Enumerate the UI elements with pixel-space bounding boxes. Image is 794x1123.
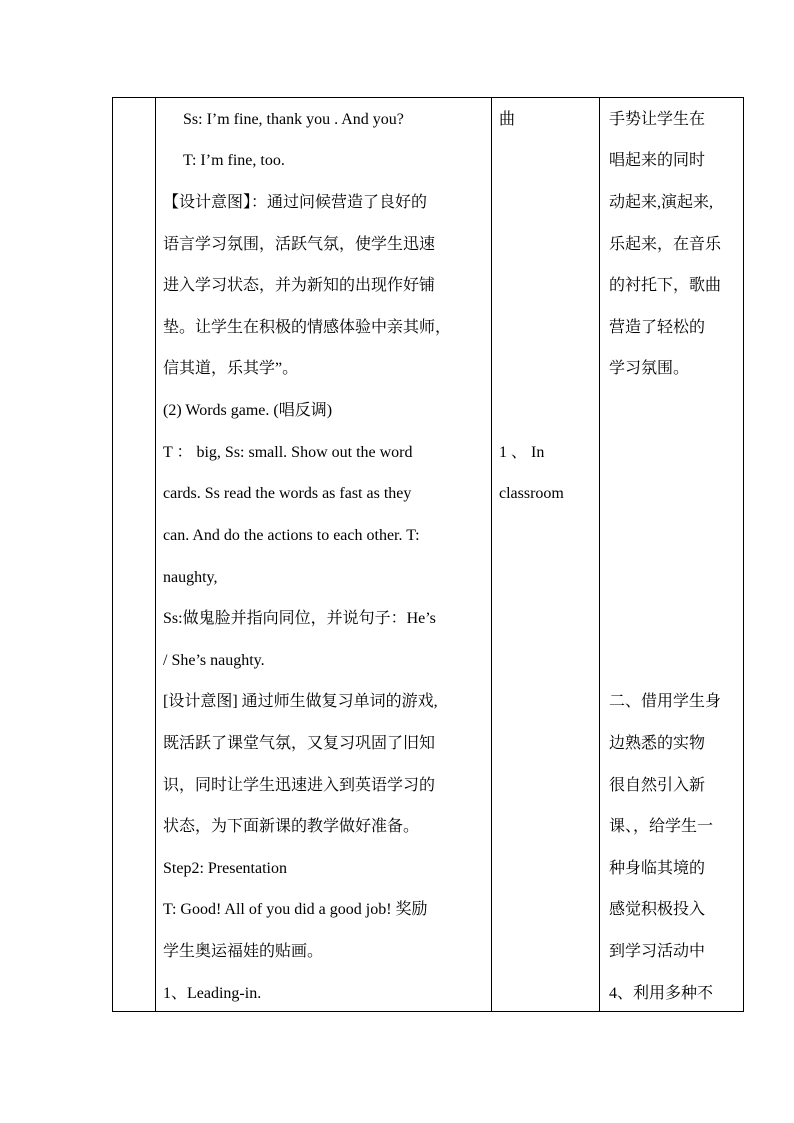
lesson-plan-table bbox=[112, 97, 744, 1012]
design-intent-line: 进入学习状态，并为新知的出现作好铺 bbox=[163, 277, 436, 294]
activity-line: / She’s naughty. bbox=[163, 652, 265, 669]
intent-line: 唱起来的同时 bbox=[609, 152, 706, 169]
intent-line: 营造了轻松的 bbox=[609, 319, 706, 336]
activity-line: Ss:做鬼脸并指向同位，并说句子：He’s bbox=[163, 610, 436, 627]
dialogue-line: Ss: I’m fine, thank you . And you? bbox=[183, 111, 404, 128]
section-heading: Step2: Presentation bbox=[163, 860, 287, 877]
design-intent-line: [设计意图] 通过师生做复习单词的游戏, bbox=[163, 693, 438, 710]
activity-line: can. And do the actions to each other. T: bbox=[163, 527, 420, 544]
activity-line: cards. Ss read the words as fast as they bbox=[163, 485, 412, 502]
intent-line: 感觉积极投入 bbox=[609, 901, 706, 918]
intent-column bbox=[609, 98, 737, 1011]
design-intent-line: 信其道，乐其学”。 bbox=[163, 360, 299, 377]
activity-line: 学生奥运福娃的贴画。 bbox=[163, 943, 324, 960]
section-heading: (2) Words game. (唱反调) bbox=[163, 402, 333, 419]
intent-line: 边熟悉的实物 bbox=[609, 735, 706, 752]
dialogue-line: T: I’m fine, too. bbox=[183, 152, 285, 169]
design-intent-line: 状态，为下面新课的教学做好准备。 bbox=[163, 818, 420, 835]
intent-line: 到学习活动中 bbox=[609, 943, 706, 960]
resources-column bbox=[499, 98, 595, 1011]
intent-line: 乐起来，在音乐 bbox=[609, 236, 722, 253]
section-heading: 1、Leading-in. bbox=[163, 985, 262, 1002]
intent-line: 的衬托下，歌曲 bbox=[609, 277, 722, 294]
intent-line: 学习氛围。 bbox=[609, 360, 690, 377]
design-intent-line: 既活跃了课堂气氛，又复习巩固了旧知 bbox=[163, 735, 436, 752]
activity-line: T: Good! All of you did a good job! 奖励 bbox=[163, 901, 428, 918]
resource-text: 曲 bbox=[499, 111, 516, 128]
design-intent-line: 语言学习氛围，活跃气氛，使学生迅速 bbox=[163, 236, 436, 253]
intent-line: 很自然引入新 bbox=[609, 777, 706, 794]
design-intent-line: 垫。让学生在积极的情感体验中亲其师， bbox=[163, 319, 452, 336]
column-divider bbox=[599, 98, 600, 1011]
intent-line: 动起来,演起来, bbox=[609, 194, 714, 211]
intent-line: 二、借用学生身 bbox=[609, 693, 722, 710]
procedure-column bbox=[163, 98, 485, 1011]
activity-line: T ： big, Ss: small. Show out the word bbox=[163, 444, 413, 461]
activity-line: naughty, bbox=[163, 569, 218, 586]
intent-line: 种身临其境的 bbox=[609, 860, 706, 877]
design-intent-line: 【设计意图】：通过问候营造了良好的 bbox=[163, 194, 428, 211]
column-divider bbox=[155, 98, 156, 1011]
intent-line: 课、，给学生一 bbox=[609, 818, 714, 835]
column-divider bbox=[491, 98, 492, 1011]
resource-item: classroom bbox=[499, 485, 564, 502]
intent-line: 4、利用多种不 bbox=[609, 985, 714, 1002]
resource-item: 1 、 In bbox=[499, 444, 545, 461]
intent-line: 手势让学生在 bbox=[609, 111, 706, 128]
design-intent-line: 识，同时让学生迅速进入到英语学习的 bbox=[163, 777, 436, 794]
